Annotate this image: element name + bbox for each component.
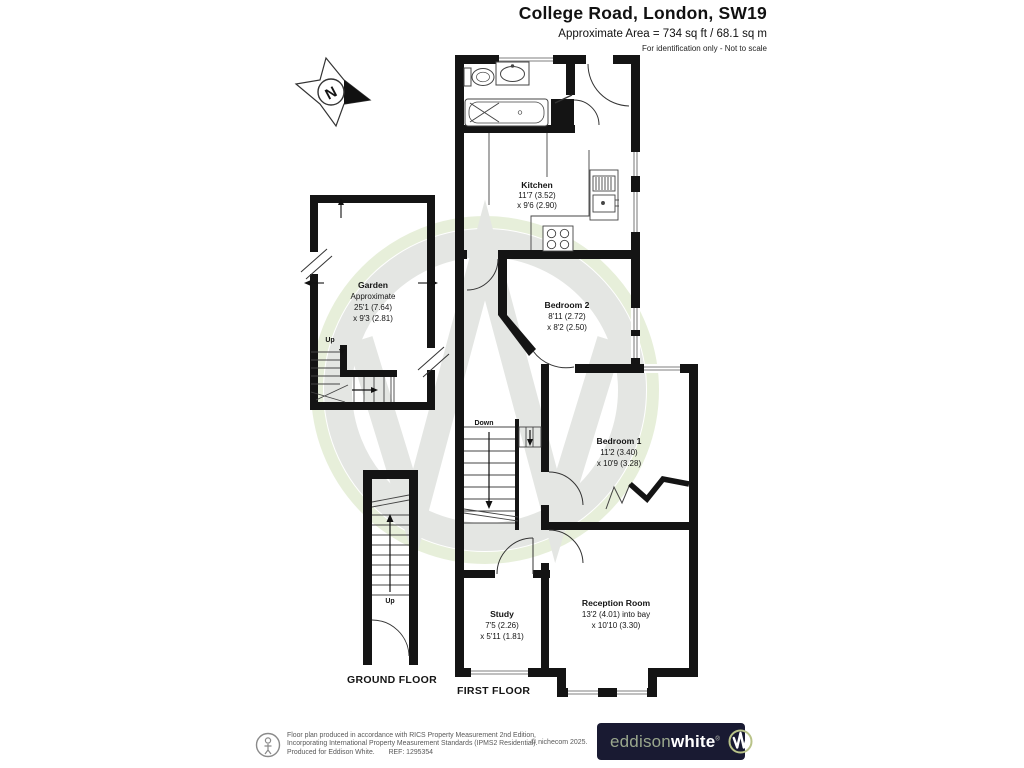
hob bbox=[543, 226, 573, 251]
footer-line1: Floor plan produced in accordance with RICS Property Measurement 2nd Edition, bbox=[287, 732, 536, 739]
bedroom2-name: Bedroom 2 bbox=[544, 300, 590, 310]
nichecom-person-icon bbox=[254, 731, 282, 764]
bathtub bbox=[465, 99, 548, 126]
study-dim1: 7'5 (2.26) bbox=[485, 621, 519, 630]
ground-floor-label: GROUND FLOOR bbox=[347, 674, 437, 686]
study-name: Study bbox=[490, 609, 514, 619]
disclaimer-note: For identification only - Not to scale bbox=[642, 44, 767, 53]
study-dim2: x 5'11 (1.81) bbox=[480, 632, 524, 641]
bedroom2-dim2: x 8'2 (2.50) bbox=[547, 323, 587, 332]
bedroom1-name: Bedroom 1 bbox=[596, 436, 642, 446]
bathroom-fixtures bbox=[464, 62, 548, 126]
footer-produced: Produced for Eddison White. bbox=[287, 748, 375, 756]
kitchen-dim1: 11'7 (3.52) bbox=[518, 191, 556, 200]
room-label-bedroom1 bbox=[597, 436, 642, 468]
brand-mark-icon bbox=[727, 728, 754, 755]
kitchen-name: Kitchen bbox=[521, 180, 553, 190]
toilet bbox=[464, 68, 494, 86]
staircase-first-floor bbox=[464, 419, 541, 530]
stairs-down-label: Down bbox=[474, 420, 494, 427]
bedroom1-dim2: x 10'9 (3.28) bbox=[596, 459, 642, 468]
garden-approx: Approximate bbox=[350, 292, 396, 301]
brand-wordmark bbox=[610, 732, 720, 752]
bedroom2-dim1: 8'11 (2.72) bbox=[548, 312, 586, 321]
garden-dim2: x 9'3 (2.81) bbox=[353, 314, 393, 323]
room-label-study bbox=[480, 609, 524, 641]
brand-reg-mark: ® bbox=[715, 735, 721, 742]
bedroom1-dim1: 11'2 (3.40) bbox=[600, 448, 638, 457]
footer-copyright: © nichecom 2025. bbox=[531, 739, 588, 746]
garden-up-label: Up bbox=[325, 337, 335, 344]
footer-line3 bbox=[287, 749, 538, 757]
approximate-area: Approximate Area = 734 sq ft / 68.1 sq m bbox=[558, 28, 767, 40]
reception-dim2: x 10'10 (3.30) bbox=[591, 621, 641, 630]
page-title: College Road, London, SW19 bbox=[518, 3, 767, 23]
first-floor-walls bbox=[455, 55, 698, 697]
garden-dim1: 25'1 (7.64) bbox=[354, 303, 392, 312]
first-floor-label: FIRST FLOOR bbox=[457, 685, 531, 697]
reception-name: Reception Room bbox=[581, 598, 651, 608]
sink bbox=[496, 62, 529, 85]
garden-name: Garden bbox=[357, 280, 389, 290]
room-label-bedroom2 bbox=[545, 300, 590, 332]
brand-part1: eddison bbox=[610, 731, 671, 751]
room-label-reception bbox=[582, 598, 651, 630]
footer-disclaimer bbox=[287, 732, 538, 757]
brand-part2: white bbox=[670, 731, 716, 751]
north-label: N bbox=[322, 83, 341, 104]
boiler-appliance bbox=[590, 170, 619, 220]
eddisonwhite-logo bbox=[597, 723, 745, 760]
hall-up-label: Up bbox=[385, 598, 395, 605]
room-label-kitchen bbox=[517, 180, 557, 210]
north-arrow-icon bbox=[296, 58, 370, 126]
kitchen-dim2: x 9'6 (2.90) bbox=[517, 201, 557, 210]
footer-ref: REF: 1295354 bbox=[388, 748, 433, 756]
reception-dim1: 13'2 (4.01) into bay bbox=[581, 610, 651, 619]
footer-line2: Incorporating International Property Measurement Standards (IPMS2 Residential). bbox=[287, 740, 538, 748]
